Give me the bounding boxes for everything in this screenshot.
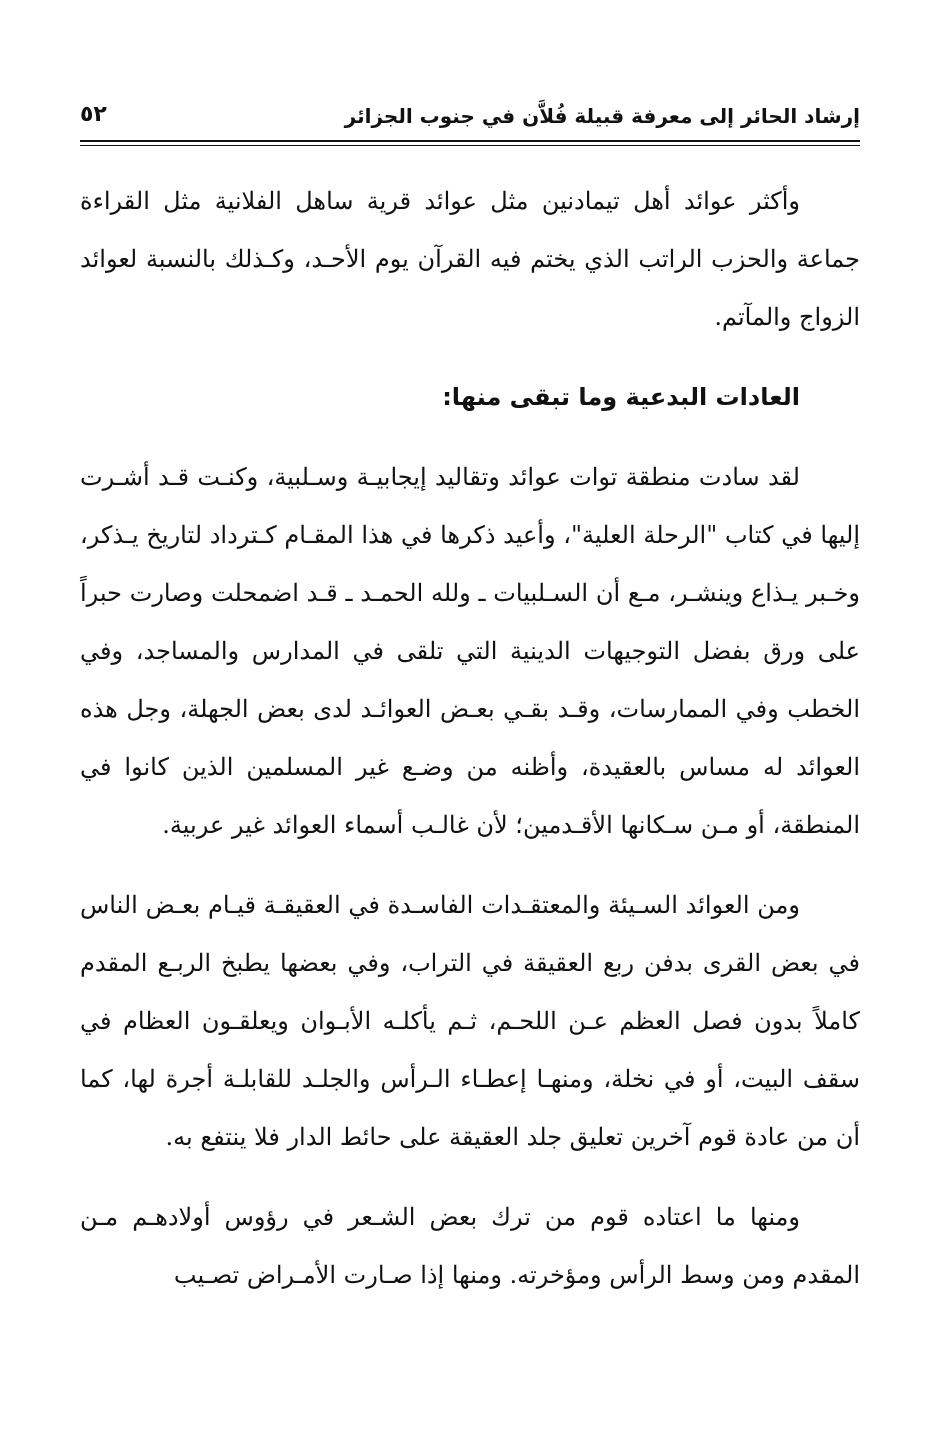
paragraph-3: ومن العوائد السـيئة والمعتقـدات الفاسـدة في العقيقـة قيـام بعـض الناس في بعض القرى بدفن ربع العقيقة في التراب، وفي بعضها يطبخ الربـع المقدم كاملاً بدون فصل العظم عـن اللحـم، ثـم يأكلـه الأبـوان ويعلقـون العظام في سقف البيت، أو في نخلة، ومنهـا إعطـاء الـرأس والجلـد للقابلـة أجرة لها، كما أن من عادة قوم آخرين تعليق جلد العقيقة على حائط الدار فلا ينتفع به. (80, 891, 860, 1151)
spacer (80, 426, 860, 448)
paragraph-2: لقد سادت منطقة توات عوائد وتقاليد إيجابيـة وسـلبية، وكنـت قـد أشـرت إليها في كتاب "الرحلة العلية"، وأعيد ذكرها في هذا المقـام كـترداد لتاريخ يـذكر، وخـبر يـذاع وينشـر، مـع أن السـلبيات ـ ولله الحمـد ـ قـد اضمحلت وصارت حبراً على ورق بفضل التوجيهات الدينية التي تلقى في المدارس والمساجد، وفي الخطب وفي الممارسات، وقـد بقـي بعـض العوائـد لدى بعض الجهلة، وجل هذه العوائد له مساس بالعقيدة، وأظنه من وضـع غير المسلمين الذين كانوا في المنطقة، أو مـن سـكانها الأقـدمين؛ لأن غالـب أسماء العوائد غير عربية. (80, 463, 861, 839)
spacer (80, 854, 860, 876)
section-heading: العادات البدعية وما تبقى منها: (442, 383, 800, 411)
running-header (80, 100, 860, 140)
paragraph-1: وأكثر عوائد أهل تيمادنين مثل عوائد قرية ساهل الفلانية مثل القراءة جماعة والحزب الراتب الذي يختم فيه القرآن يوم الأحـد، وكـذلك بالنسبة لعوائد الزواج والمآتم. (80, 187, 860, 331)
header-rule (80, 140, 860, 142)
spacer (80, 1166, 860, 1188)
page-number: ٥٢ (80, 102, 107, 127)
spacer (80, 346, 860, 368)
page-body (80, 172, 860, 1304)
header-rule-thin (80, 145, 860, 146)
paragraph-4: ومنها ما اعتاده قوم من ترك بعض الشـعر في رؤوس أولادهـم مـن المقدم ومن وسط الرأس ومؤخرته. ومنها إذا صـارت الأمـراض تصـيب (80, 1203, 860, 1289)
running-title: إرشاد الحائر إلى معرفة قبيلة فُلاَّن في جنوب الجزائر (344, 104, 860, 128)
